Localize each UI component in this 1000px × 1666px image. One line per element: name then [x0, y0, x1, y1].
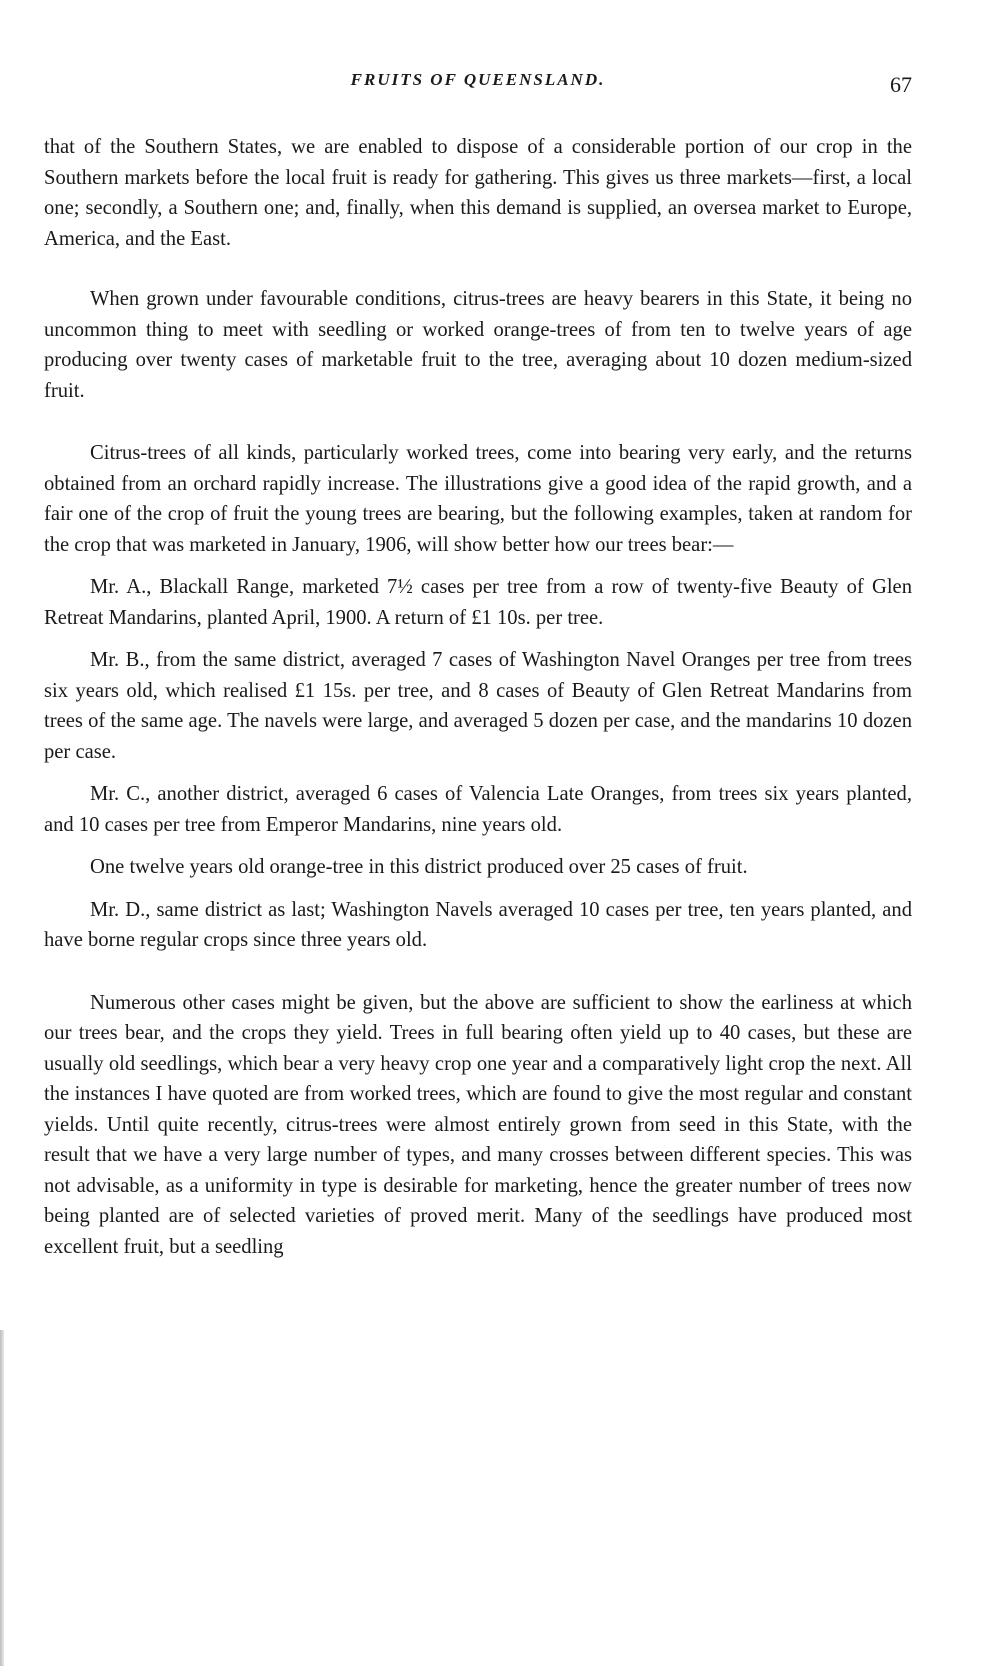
- paragraph-mr-a: Mr. A., Blackall Range, marketed 7½ cases per tree from a row of twenty-five Beauty of Glen Retreat Mandarins, planted April, 1900. A return of £1 10s. per tree.: [44, 576, 912, 629]
- paragraph-mr-b: Mr. B., from the same district, averaged 7 cases of Washington Navel Oranges per tree from trees six years old, which realised £1 15s. per tree, and 8 cases of Beauty of Glen Retreat Mandarins from trees of the same age. The navels were large, and averaged 5 dozen per case, and the mandarins 10 dozen per case.: [44, 649, 912, 763]
- paragraph-heavy-bearers: When grown under favourable conditions, citrus-trees are heavy bearers in this State, it being no uncommon thing to meet with seedling or worked orange-trees of from ten to twelve years of age producing over twenty cases of marketable fruit to the tree, averaging about 10 dozen medium-sized fruit.: [44, 288, 912, 402]
- paragraph-numerous-cases: Numerous other cases might be given, but the above are sufficient to show the earliness at which our trees bear, and the crops they yield. Trees in full bearing often yield up to 40 cases, but these are usually old seedlings, which bear a very heavy crop one year and a comparatively light crop the next. All the instances I have quoted are from worked trees, which are found to give the most regular and constant yields. Until quite recently, citrus-trees were almost entirely grown from seed in this State, with the result that we have a very large number of types, and many crosses between different species. This was not advisable, as a uniformity in type is desirable for marketing, hence the greater number of trees now being planted are of selected varieties of proved merit. Many of the seedlings have produced most excellent fruit, but a seedling: [44, 991, 912, 1258]
- page-header: [44, 70, 912, 102]
- paragraph-continuation: that of the Southern States, we are enabled to dispose of a considerable portion of our crop in the Southern markets before the local fruit is ready for gathering. This gives us three markets—first, a local one; secondly, a Southern one; and, finally, when this demand is supplied, an oversea market to Europe, America, and the East.: [44, 136, 912, 250]
- book-page: [44, 70, 912, 1262]
- paragraph-mr-c: Mr. C., another district, averaged 6 cases of Valencia Late Oranges, from trees six years planted, and 10 cases per tree from Emperor Mandarins, nine years old.: [44, 783, 912, 836]
- page-number: 67: [890, 72, 912, 97]
- running-title: FRUITS OF QUEENSLAND.: [350, 70, 606, 89]
- paragraph-orange-tree: One twelve years old orange-tree in this district produced over 25 cases of fruit.: [90, 856, 748, 878]
- paragraph-early-bearing: Citrus-trees of all kinds, particularly worked trees, come into bearing very early, and the returns obtained from an orchard rapidly increase. The illustrations give a good idea of the rapid growth, and a fair one of the crop of fruit the young trees are bearing, but the following examples, taken at random for the crop that was marketed in January, 1906, will show better how our trees bear:—: [44, 442, 912, 556]
- page-body: [44, 132, 912, 1262]
- scan-edge-shadow: [0, 1330, 4, 1666]
- paragraph-mr-d: Mr. D., same district as last; Washington Navels averaged 10 cases per tree, ten years planted, and have borne regular crops since three years old.: [44, 898, 912, 951]
